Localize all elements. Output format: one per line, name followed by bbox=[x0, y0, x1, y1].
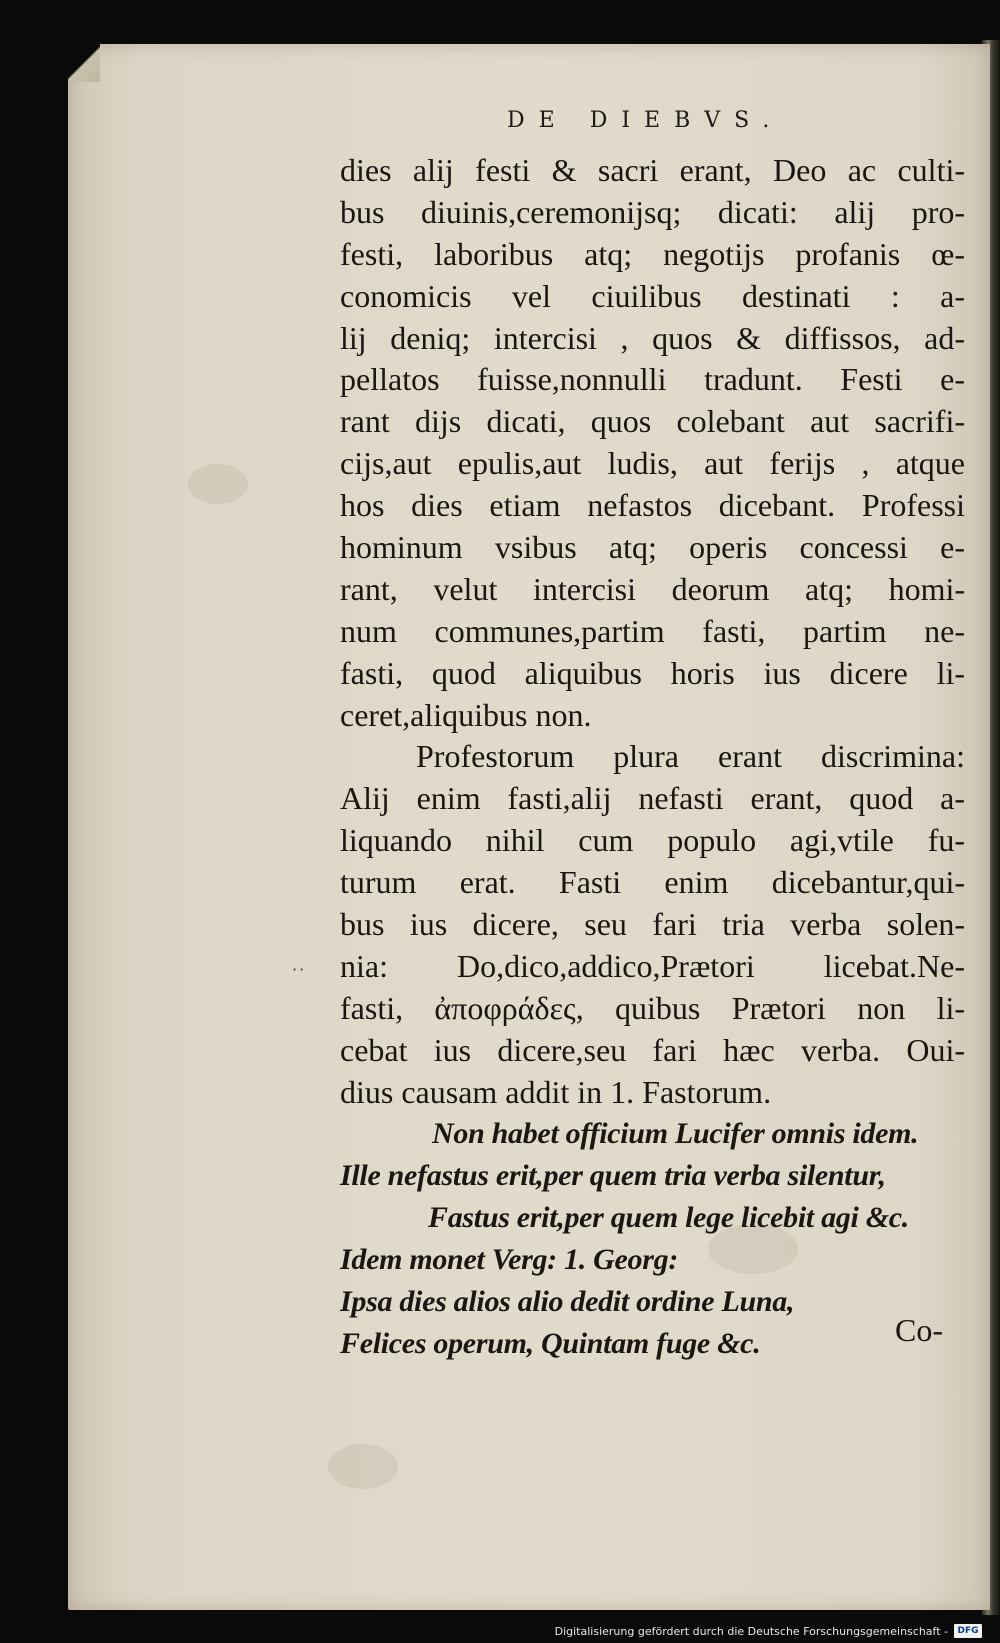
funding-credit: Digitalisierung gefördert durch die Deutsche Forschungsgemeinschaft - bbox=[554, 1625, 948, 1638]
text-line: bus diuinis,ceremonijsq; dicati: alij pro- bbox=[340, 193, 965, 230]
text-line: liquando nihil cum populo agi,vtile fu- bbox=[340, 822, 965, 859]
text-line: num communes,partim fasti, partim ne- bbox=[340, 612, 965, 649]
text-line: dies alij festi & sacri erant, Deo ac culti- bbox=[340, 152, 965, 188]
dfg-logo-icon: DFG bbox=[954, 1624, 982, 1638]
paper-stain bbox=[328, 1444, 398, 1489]
text-line: turum erat. Fasti enim dicebantur,qui- bbox=[340, 864, 965, 901]
paragraph-first-line: Profestorum plura erant discrimina: bbox=[416, 738, 965, 775]
text-line: festi, laboribus atq; negotijs profanis œ- bbox=[340, 235, 965, 272]
text-line: rant dijs dicati, quos colebant aut sacrifi- bbox=[340, 403, 965, 440]
text-line: ceret,aliquibus non. bbox=[340, 696, 592, 733]
verse-line: Idem monet Verg: 1. Georg: bbox=[340, 1243, 679, 1277]
page-corner-fold bbox=[68, 44, 100, 82]
text-line: dius causam addit in 1. Fastorum. bbox=[340, 1073, 772, 1110]
verse-line: Non habet officium Lucifer omnis idem. bbox=[432, 1117, 919, 1151]
running-header: DE DIEBVS. bbox=[507, 108, 784, 133]
text-line: nia: Do,dico,addico,Prætori licebat.Ne- bbox=[340, 947, 965, 984]
text-line: bus ius dicere, seu fari tria verba solen- bbox=[340, 906, 965, 943]
text-line: fasti, quod aliquibus horis ius dicere li- bbox=[340, 654, 965, 691]
text-line: fasti, ἀποφράδες, quibus Prætori non li- bbox=[340, 989, 965, 1026]
text-line: cebat ius dicere,seu fari hæc verba. Oui- bbox=[340, 1031, 965, 1068]
text-line: lij deniq; intercisi , quos & diffissos, ad- bbox=[340, 319, 965, 356]
text-line: rant, velut intercisi deorum atq; homi- bbox=[340, 570, 965, 607]
text-line: hos dies etiam nefastos dicebant. Professi bbox=[340, 487, 965, 524]
catchword: Co- bbox=[895, 1312, 943, 1348]
verse-line: Felices operum, Quintam fuge &c. bbox=[340, 1326, 761, 1360]
verse-line: Ille nefastus erit,per quem tria verba silentur, bbox=[340, 1159, 886, 1193]
page-body-text bbox=[340, 150, 965, 1365]
paper-stain bbox=[188, 464, 248, 504]
verse-line: Fastus erit,per quem lege licebit agi &c. bbox=[428, 1201, 909, 1235]
text-line: cijs,aut epulis,aut ludis, aut ferijs , atque bbox=[340, 445, 965, 482]
text-line: hominum vsibus atq; operis concessi e- bbox=[340, 529, 965, 566]
verse-line: Ipsa dies alios alio dedit ordine Luna, bbox=[340, 1285, 795, 1319]
text-line: Alij enim fasti,alij nefasti erant, quod a- bbox=[340, 780, 965, 817]
text-line: pellatos fuisse,nonnulli tradunt. Festi e- bbox=[340, 361, 965, 398]
digitization-footer bbox=[0, 1617, 1000, 1643]
marginal-mark: ·· bbox=[292, 960, 307, 979]
text-line: conomicis vel ciuilibus destinati : a- bbox=[340, 277, 965, 314]
